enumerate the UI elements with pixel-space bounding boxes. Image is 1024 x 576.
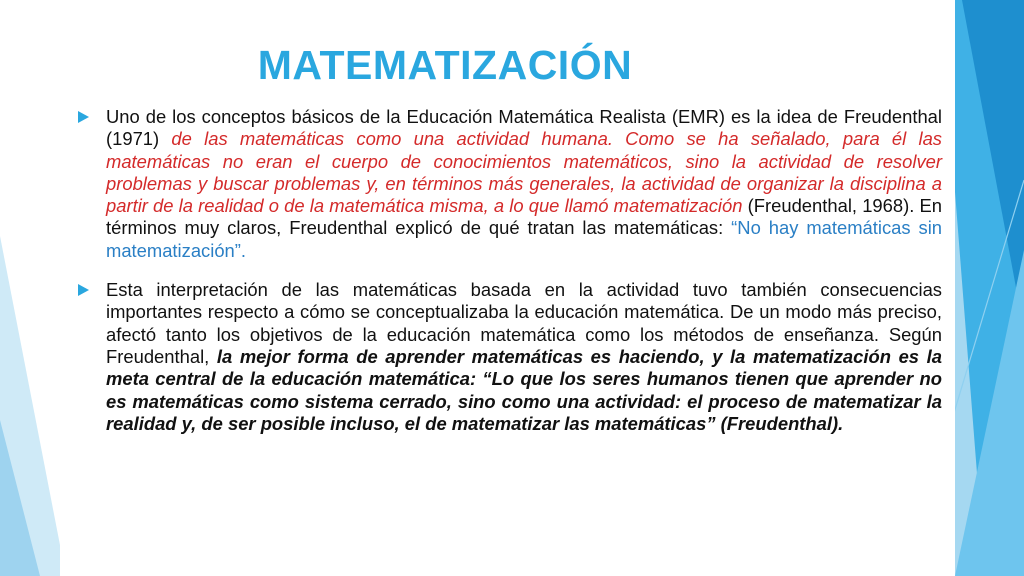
slide-title: MATEMATIZACIÓN — [257, 42, 633, 88]
bullet-paragraph-1 — [70, 106, 942, 262]
paragraph-1-quote: “No hay matemáticas sin matematización”. — [106, 217, 943, 261]
paragraph-1-text: Uno de los conceptos básicos de la Educación Matemática Realista (EMR) es la idea de Freudenthal (1971) — [106, 106, 942, 150]
paragraph-2-text: Esta interpretación de las matemáticas basada en la actividad tuvo también consecuencias importantes respecto a cómo se conceptualizaba la educación matemática. De un modo más preciso, afectó tanto los objetivos de la educación matemática como los métodos de enseñanza. Según Freudenthal, — [106, 279, 942, 367]
paragraph-1-text-continued: (Freudenthal, 1968). En términos muy claros, Freudenthal explicó de qué tratan las matemáticas: — [106, 195, 942, 239]
paragraph-1-red-text: de las matemáticas como una actividad humana. Como se ha señalado, para él las matemáticas no eran el cuerpo de conocimientos matemáticos, sino la actividad de resolver problemas y buscar problemas y, en términos más generales, la actividad de organizar la disciplina a partir de la realidad o de la matemática misma, a lo que llamó matematización — [106, 128, 942, 217]
slide-content — [70, 106, 942, 452]
paragraph-2-emphasis: la mejor forma de aprender matemáticas es haciendo, y la matematización es la meta central de la educación matemática: “Lo que los seres humanos tienen que aprender no es matemáticas como sistema cerrado, sino como una actividad: el proceso de matematizar la realidad y, de ser posible incluso, el de matematizar las matemáticas” (Freudenthal). — [106, 345, 942, 434]
bullet-paragraph-2 — [70, 279, 942, 435]
bullet-arrow-icon — [78, 111, 89, 123]
bullet-arrow-icon — [78, 284, 89, 296]
